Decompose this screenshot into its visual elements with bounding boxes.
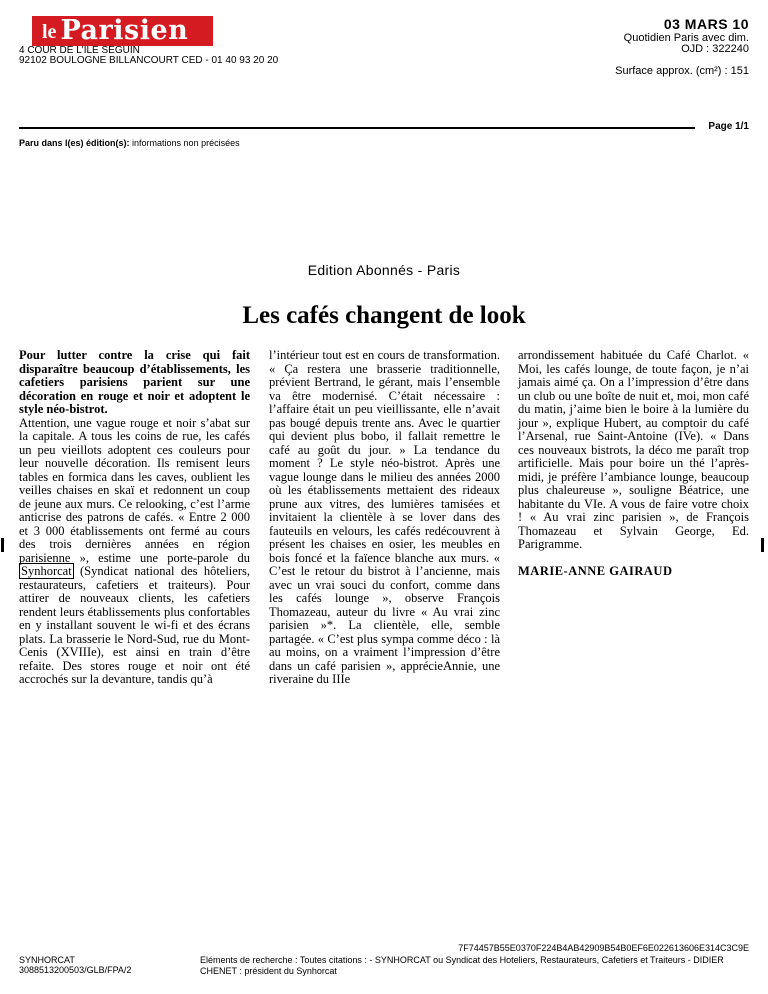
edition-info [19,138,240,148]
publisher-address [19,46,278,66]
article-column-3 [518,349,749,578]
search-elements: Eléments de recherche : Toutes citations : - SYNHORCAT ou Syndicat des Hoteliers, Restaurateurs, Cafetiers et Traiteurs - DIDIER CHENET : président du Synhorcat [200,955,724,976]
article-column-1 [19,349,250,687]
address-line-1: 4 COUR DE L'ILE SEGUIN [19,45,140,56]
column-1-text-a: Attention, une vague rouge et noir s’abat sur la capitale. A tous les coins de rue, les cafés un peu vieillots adoptent ces couleurs pour leur nouvelle décoration. Ils remisent leurs tables en formica dans les caves, oublient les veilles chaises en skaï et redonnent un coup de jeune aux murs. Ce relooking, c’est l’arme anticrise des patrons de cafés. « Entre 2 000 et 3 000 établissements ont fermé au cours des trois dernières années en région parisienne », estime une porte-parole du [19,415,250,565]
edition-title: Edition Abonnés - Paris [307,262,461,278]
article-headline: Les cafés changent de look [242,302,526,329]
publication-date: 03 MARS 10 [663,16,749,32]
publication-description: Quotidien Paris avec dim. [623,32,749,44]
column-1-text-b: (Syndicat national des hôteliers, restaurateurs, cafetiers et traiteurs). Pour attirer de nouveaux clients, les cafetiers rendent leurs établissements plus confortables en y installant souvent le wi-fi et des écrans plats. La brasserie le Nord-Sud, rue du Mont-Cenis (XVIIIe), est ainsi en train d’être refaite. Des stores rouge et noir ont été accrochés sur la devanture, tandis qu’à [19,564,250,686]
client-name: SYNHORCAT [19,955,75,965]
address-line-2: 92102 BOULOGNE BILLANCOURT CED - 01 40 93 20 20 [19,55,279,66]
edition-value: informations non précisées [132,138,240,148]
edition-label: Paru dans l(es) édition(s): [19,138,130,148]
right-margin-mark [761,538,764,552]
reference-code: 3088513200503/GLB/FPA/2 [19,965,132,975]
article-column-2 [269,349,500,687]
document-hash: 7F74457B55E0370F224B4AB42909B54B0EF6E022613606E314C3C9E [458,943,749,953]
ojd-count: OJD : 322240 [681,43,749,55]
header-divider [19,127,695,129]
client-reference [19,955,131,975]
highlighted-keyword: Synhorcat [21,564,72,578]
surface-info: Surface approx. (cm²) : 151 [615,65,749,77]
article-lead: Pour lutter contre la crise qui fait disparaître beaucoup d’établissements, les cafetiers parisiens parient sur une décoration en rouge et noir et adoptent le style néo-bistrot. [19,348,250,416]
left-margin-mark [1,538,4,552]
column-3-text: arrondissement habituée du Café Charlot. « Moi, les cafés lounge, de toute façon, je n’ai jamais aimé ça. On a l’impression d’être dans un club ou une boîte de nuit et, moi, mon café du matin, j’aime bien le boire à la lumière du jour », explique Hubert, au comptoir du café l’Arsenal, rue Saint-Antoine (IVe). « Dans ces nouveaux bistrots, la déco me paraît trop artificielle. Mais pour boire un thé l’après-midi, je préfère l’ambiance lounge, beaucoup plus chaleureuse », souligne Béatrice, une habitante du VIe. A vous de faire votre choix ! « Au vrai zinc parisien », de François Thomazeau et Sylvain George, Ed. Parigramme. [518,348,749,551]
logo-le: le [42,21,57,43]
author-byline: MARIE-ANNE GAIRAUD [518,563,673,578]
page-number: Page 1/1 [708,121,749,132]
article-paragraph [19,417,250,687]
le-parisien-logo [32,16,213,46]
logo-name: Parisien [60,15,189,46]
publication-info [624,33,749,55]
column-2-text: l’intérieur tout est en cours de transformation. « Ça restera une brasserie traditionnelle, prévient Bertrand, le gérant, mais l’ensemble va être modernisé. C’était nécessaire : l’affaire était un peu vieillissante, elle n’avait pas bougé depuis trente ans. Avec le quartier qui devient plus bobo, il fallait remettre le café au goût du jour. » La tendance du moment ? Le style néo-bistrot. Après une vague lounge dans le milieu des années 2000 où les établissements mettaient des rideaux prune aux vitres, des lumières tamisées et invitaient la clientèle à se lover dans des fauteuils en velours, les cafés redécouvrent à présent les chaises en osier, les meubles en bois foncé et la faïence blanche aux murs. « C’est le retour du bistrot à l’ancienne, mais avec un vrai souci du confort, comme dans les cafés lounge », observe François Thomazeau, auteur du livre « Au vrai zinc parisien »*. La clientèle, elle, semble partagée. « C’est plus sympa comme déco : là au moins, on a vraiment l’impression d’être dans un café parisien », apprécieAnnie, une riveraine du IIIe [269,348,500,686]
